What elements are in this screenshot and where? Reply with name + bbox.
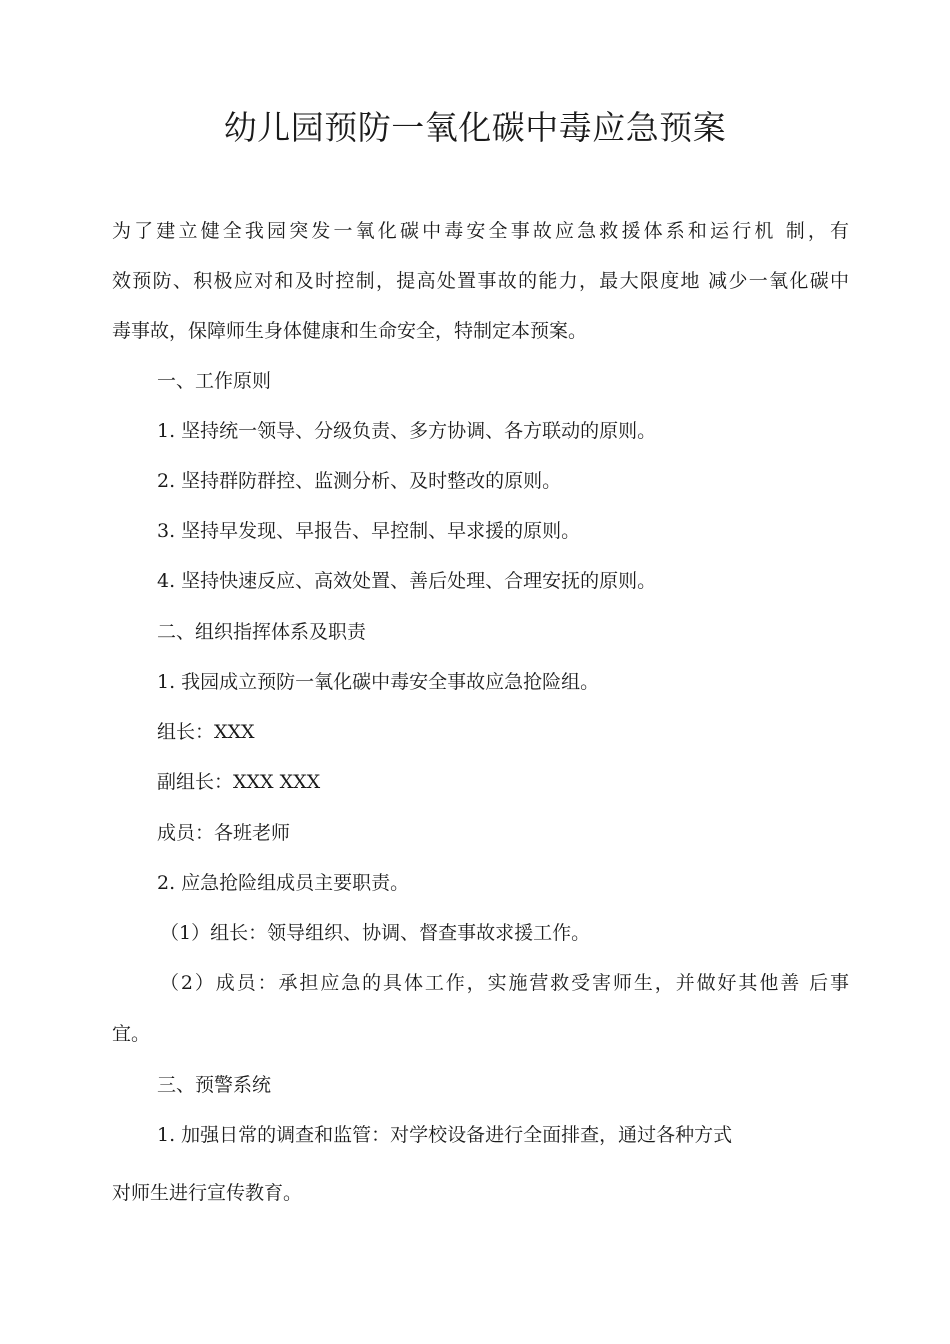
warning-item-1-line-1: 1. 加强日常的调查和监管：对学校设备进行全面排查，通过各种方式 <box>157 1124 733 1146</box>
organization-item-1: 1. 我园成立预防一氧化碳中毒安全事故应急抢险组。 <box>157 671 600 693</box>
principle-item-3: 3. 坚持早发现、早报告、早控制、早求援的原则。 <box>157 520 581 542</box>
principle-item-4: 4. 坚持快速反应、高效处置、善后处理、合理安抚的原则。 <box>157 570 657 592</box>
intro-line-1: 为了建立健全我园突发一氧化碳中毒安全事故应急救援体系和运行机 制，有 <box>112 220 849 242</box>
organization-item-2: 2. 应急抢险组成员主要职责。 <box>157 872 410 894</box>
warning-item-1-line-2: 对师生进行宣传教育。 <box>112 1182 303 1204</box>
duty-2-line-1: （2）成员：承担应急的具体工作，实施营救受害师生，并做好其他善 后事 <box>160 972 849 994</box>
duty-1: （1）组长：领导组织、协调、督查事故求援工作。 <box>160 922 591 944</box>
group-leader: 组长：XXX <box>157 721 255 743</box>
section-3-heading: 三、预警系统 <box>157 1074 272 1096</box>
document-title: 幼儿园预防一氧化碳中毒应急预案 <box>223 108 727 147</box>
deputy-leader: 副组长：XXX XXX <box>157 771 321 793</box>
principle-item-2: 2. 坚持群防群控、监测分析、及时整改的原则。 <box>157 470 562 492</box>
section-1-heading: 一、工作原则 <box>157 370 272 392</box>
section-2-heading: 二、组织指挥体系及职责 <box>157 621 367 643</box>
intro-line-3: 毒事故，保障师生身体健康和生命安全，特制定本预案。 <box>112 320 588 342</box>
intro-line-2: 效预防、积极应对和及时控制，提高处置事故的能力，最大限度地 减少一氧化碳中 <box>112 270 849 292</box>
principle-item-1: 1. 坚持统一领导、分级负责、多方协调、各方联动的原则。 <box>157 420 657 442</box>
group-members: 成员：各班老师 <box>157 822 291 844</box>
duty-2-line-2: 宜。 <box>112 1023 151 1045</box>
